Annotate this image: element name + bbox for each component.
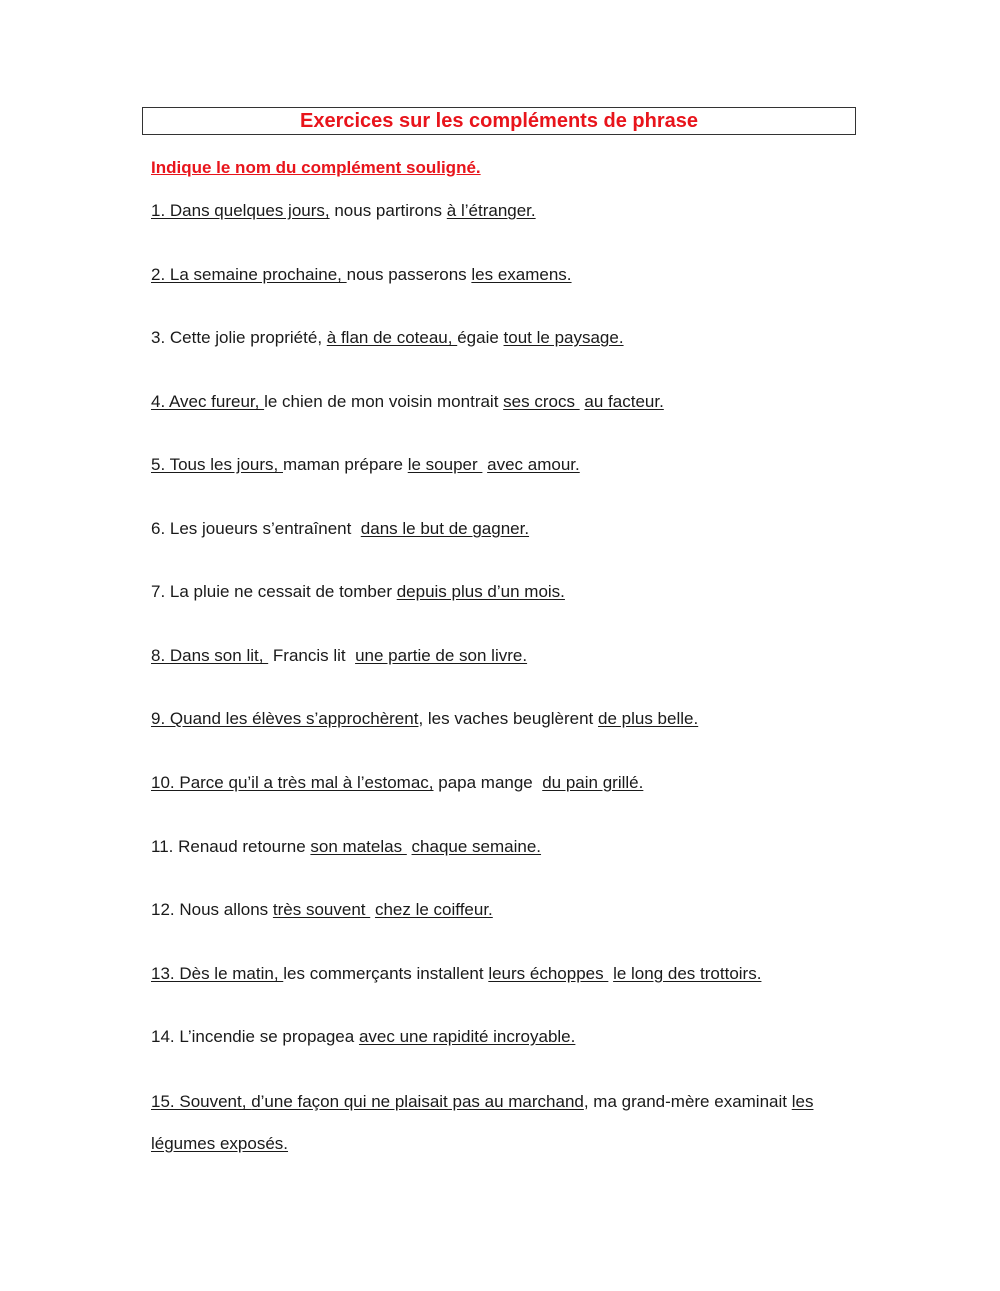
underlined-complement: 13. Dès le matin, (151, 964, 284, 983)
underlined-complement: 9. Quand les élèves s’approchèrent (151, 709, 419, 728)
underlined-complement: tout le paysage. (503, 328, 624, 347)
underlined-complement: 4. Avec fureur, (151, 392, 265, 411)
underlined-complement: dans le but de gagner. (360, 519, 530, 538)
sentence-14 (151, 1026, 575, 1048)
underlined-complement: leurs échoppes (488, 964, 609, 983)
sentence-3 (151, 327, 624, 349)
underlined-complement: ses crocs (503, 392, 580, 411)
underlined-complement: le souper (407, 455, 483, 474)
sentence-text: 14. L’incendie se propagea (151, 1027, 359, 1046)
underlined-complement: 8. Dans son lit, (151, 646, 269, 665)
underlined-complement: au facteur. (584, 392, 664, 411)
underlined-complement: 1. Dans quelques jours, (151, 201, 330, 220)
underlined-complement: une partie de son livre. (355, 646, 528, 665)
sentence-text: 12. Nous allons (151, 900, 273, 919)
sentence-5 (151, 454, 580, 476)
page-title: Exercices sur les compléments de phrase (142, 107, 856, 135)
sentence-text: égaie (457, 328, 504, 347)
underlined-complement: les légumes exposés. (151, 1092, 814, 1153)
sentence-10 (151, 772, 643, 794)
underlined-complement: chez le coiffeur. (374, 900, 493, 919)
underlined-complement: chaque semaine. (411, 837, 542, 856)
underlined-complement: depuis plus d’un mois. (396, 582, 565, 601)
sentence-8 (151, 645, 527, 667)
underlined-complement: le long des trottoirs. (613, 964, 762, 983)
sentence-6 (151, 518, 529, 540)
sentence-text: maman prépare (282, 455, 408, 474)
sentence-11 (151, 836, 541, 858)
instruction: Indique le nom du complément souligné. (151, 158, 481, 177)
underlined-complement: les examens. (471, 265, 572, 284)
underlined-complement: à l’étranger. (446, 201, 536, 220)
sentence-text: les commerçants installent (283, 964, 489, 983)
sentence-7 (151, 581, 565, 603)
sentence-text: 11. Renaud retourne (151, 837, 311, 856)
sentence-text: 6. Les joueurs s’entraînent (151, 519, 361, 538)
underlined-complement: 10. Parce qu’il a très mal à l’estomac, (151, 773, 434, 792)
underlined-complement: son matelas (310, 837, 407, 856)
sentence-9 (151, 708, 698, 730)
underlined-complement: avec une rapidité incroyable. (358, 1027, 576, 1046)
sentence-text: , ma grand-mère examinait (583, 1092, 792, 1111)
sentence-12 (151, 899, 493, 921)
sentence-text: 3. Cette jolie propriété, (151, 328, 327, 347)
underlined-complement: du pain grillé. (542, 773, 644, 792)
underlined-complement: de plus belle. (598, 709, 699, 728)
sentence-text: , les vaches beuglèrent (418, 709, 599, 728)
sentence-text: nous passerons (346, 265, 472, 284)
sentence-text: 7. La pluie ne cessait de tomber (151, 582, 397, 601)
underlined-complement: 2. La semaine prochaine, (151, 265, 347, 284)
sentence-text: le chien de mon voisin montrait (264, 392, 504, 411)
underlined-complement: très souvent (272, 900, 371, 919)
sentence-1 (151, 200, 536, 222)
sentence-text: Francis lit (268, 646, 356, 665)
sentence-13 (151, 963, 761, 985)
underlined-complement: 15. Souvent, (151, 1092, 252, 1111)
sentence-2 (151, 264, 572, 286)
sentence-text: papa mange (433, 773, 543, 792)
underlined-complement: d’une façon qui ne plaisait pas au marchand (251, 1092, 584, 1111)
underlined-complement: avec amour. (487, 455, 580, 474)
sentence-4 (151, 391, 664, 413)
underlined-complement: à flan de coteau, (326, 328, 458, 347)
sentence-text: nous partirons (329, 201, 447, 220)
underlined-complement: 5. Tous les jours, (151, 455, 283, 474)
sentence-15 (151, 1081, 879, 1165)
